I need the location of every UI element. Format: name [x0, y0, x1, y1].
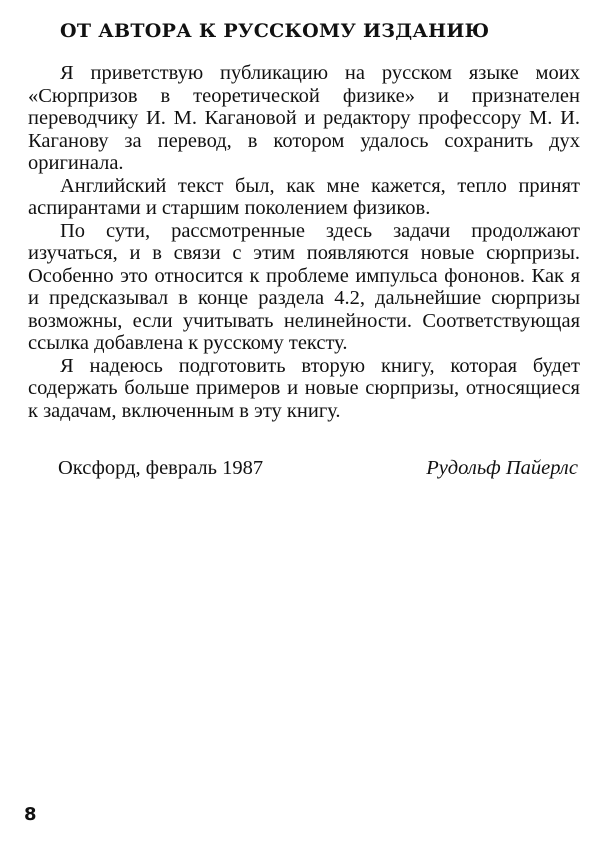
preface-body: [28, 62, 580, 422]
paragraph-3: По сути, рассмотренные здесь задачи продолжают изучаться, и в связи с этим появляются новые сюрпризы. Особенно это относится к проблеме импульса фононов. Как я и предсказывал в конце раздела 4.2, дальнейшие сюрпризы возможны, если учитывать нелинейности. Соответствующая ссылка добавлена к русскому тексту.: [28, 219, 580, 354]
paragraph-4: Я надеюсь подготовить вторую книгу, которая будет содержать больше примеров и новые сюрпризы, относящиеся к задачам, включенным в эту книгу.: [28, 354, 580, 422]
paragraph-2: Английский текст был, как мне кажется, тепло принят аспирантами и старшим поколением физиков.: [28, 174, 580, 219]
author-signature: Рудольф Пайерлс: [426, 457, 578, 479]
place-and-date: Оксфорд, февраль 1987: [58, 457, 264, 479]
page-number: 8: [24, 804, 37, 825]
page-title: ОТ АВТОРА К РУССКОМУ ИЗДАНИЮ: [60, 20, 490, 42]
paragraph-1: Я приветствую публикацию на русском языке моих «Сюрпризов в теоретической физике» и признателен переводчику И. М. Кагановой и редактору профессору М. И. Каганову за перевод, в котором удалось сохранить дух оригинала.: [28, 62, 580, 174]
signature-block: [58, 455, 578, 481]
